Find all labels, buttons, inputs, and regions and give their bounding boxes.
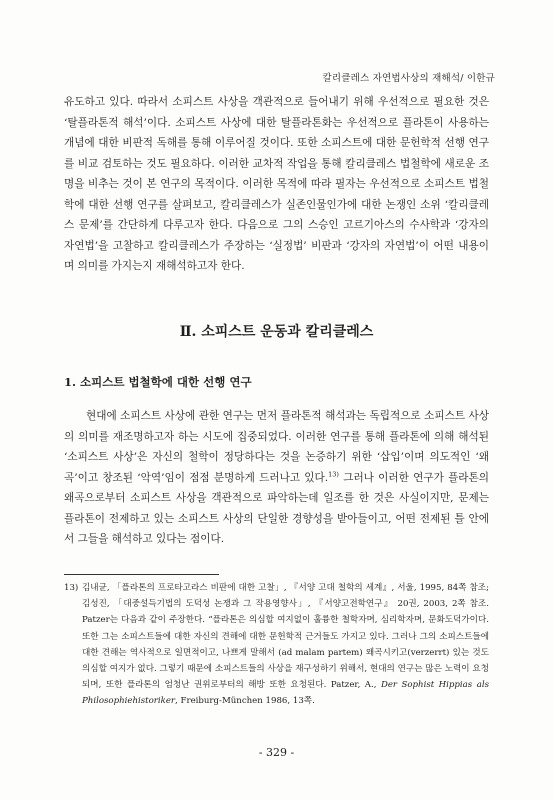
footnote-text-a: 김내균, 「플라톤의 프로타고라스 비판에 대한 고찰」, 『서양 고대 철학의 세계』, 서울, 1995, 84쪽 참조; 김성진, 「대중설득기법의 도덕성 논쟁과 그 작용영향사」, 『서양고전학연구』 20권, 2003, 2쪽 참조. Patzer는 다음과 같이 주장한다. “플라톤은 의심할 여지없이 훌륭한 철학자며, 심리학자며, 문화도덕가이다. 또한 그는 소피스트들에 대한 자신의 견해에 대한 문헌학적 근거들도 가지고 있다. 그러나 그의 소피스트들에 대한 견해는 역사적으로 일면적이고, 나쁘게 말해서 (ad malam partem) 왜곡시키고(verzerrt) 있는 것도 의심할 여지가 없다. 그렇기 때문에 소피스트들의 사상을 재구성하기 위해서, 현대의 연구는 많은 노력이 요청되며, 또한 플라톤의 엄청난 권위로부터의 해방 또한 요청된다. Patzer, A., bbox=[82, 583, 489, 691]
footnote-ref[interactable]: 13) bbox=[328, 469, 339, 478]
running-header: 칼리클레스 자연법사상의 재해석/ 이한규 bbox=[322, 73, 495, 84]
footnote-number: 13) bbox=[64, 583, 79, 593]
body-paragraph-2 bbox=[64, 406, 489, 550]
footnote-body bbox=[64, 580, 489, 710]
footnote bbox=[64, 580, 489, 710]
body-paragraph-1: 유도하고 있다. 따라서 소피스트 사상을 객관적으로 들어내기 위해 우선적으로 필요한 것은 ‘탈플라톤적 해석’이다. 소피스트 사상에 대한 탈플라톤화는 우선적으로 플라톤이 사용하는 개념에 대한 비판적 독해를 통해 이루어질 것이다. 또한 소피스트에 대한 문헌학적 선행 연구를 비교 검토하는 것도 필요하다. 이러한 교차적 작업을 통해 칼리클레스 법철학에 새로운 조명을 비추는 것이 본 연구의 목적이다. 이러한 목적에 따라 필자는 우선적으로 소피스트 법철학에 대한 선행 연구를 살펴보고, 칼리클레스가 실존인물인가에 대한 논쟁인 소위 ‘칼리클레스 문제’를 간단하게 다루고자 한다. 다음으로 그의 스승인 고르기아스의 수사학과 ‘강자의 자연법’을 고찰하고 칼리클레스가 주장하는 ‘실정법’ 비판과 ‘강자의 자연법’이 어떤 내용이며 의미를 가지는지 재해석하고자 한다. bbox=[64, 96, 489, 272]
footnote-book-title: Der Sophist Hippias als Philosophiehistoriker bbox=[82, 680, 489, 707]
paragraph-2-text-a: 현대에 소피스트 사상에 관한 연구는 먼저 플라톤적 해석과는 독립적으로 소피스트 사상의 의미를 재조명하고자 하는 시도에 집중되었다. 이러한 연구를 통해 플라톤에 의해 해석된 ‘소피스트 사상’은 자신의 철학이 정당하다는 것을 논증하기 위한 ‘삽입’이며 의도적인 ‘왜곡’이고 창조된 ‘악역’임이 점점 분명하게 드러나고 있다. bbox=[64, 410, 489, 484]
subsection-title: 1. 소피스트 법철학에 대한 선행 연구 bbox=[64, 375, 252, 389]
page-number: - 329 - bbox=[258, 746, 295, 759]
section-title: Ⅱ. 소피스트 운동과 칼리클레스 bbox=[179, 324, 374, 340]
paragraph-2-text-b: 그러나 이러한 연구가 플라톤의 왜곡으로부터 소피스트 사상을 객관적으로 파악하는데 일조를 한 것은 사실이지만, 문제는 플라톤이 전제하고 있는 소피스트 사상의 단일한 경향성을 받아들이고, 어떤 전제된 틀 안에서 그들을 해석하고 있다는 점이다. bbox=[64, 471, 490, 545]
footnote-divider bbox=[64, 574, 219, 575]
footnote-text-b: , Freiburg-München 1986, 13쪽. bbox=[175, 696, 315, 707]
